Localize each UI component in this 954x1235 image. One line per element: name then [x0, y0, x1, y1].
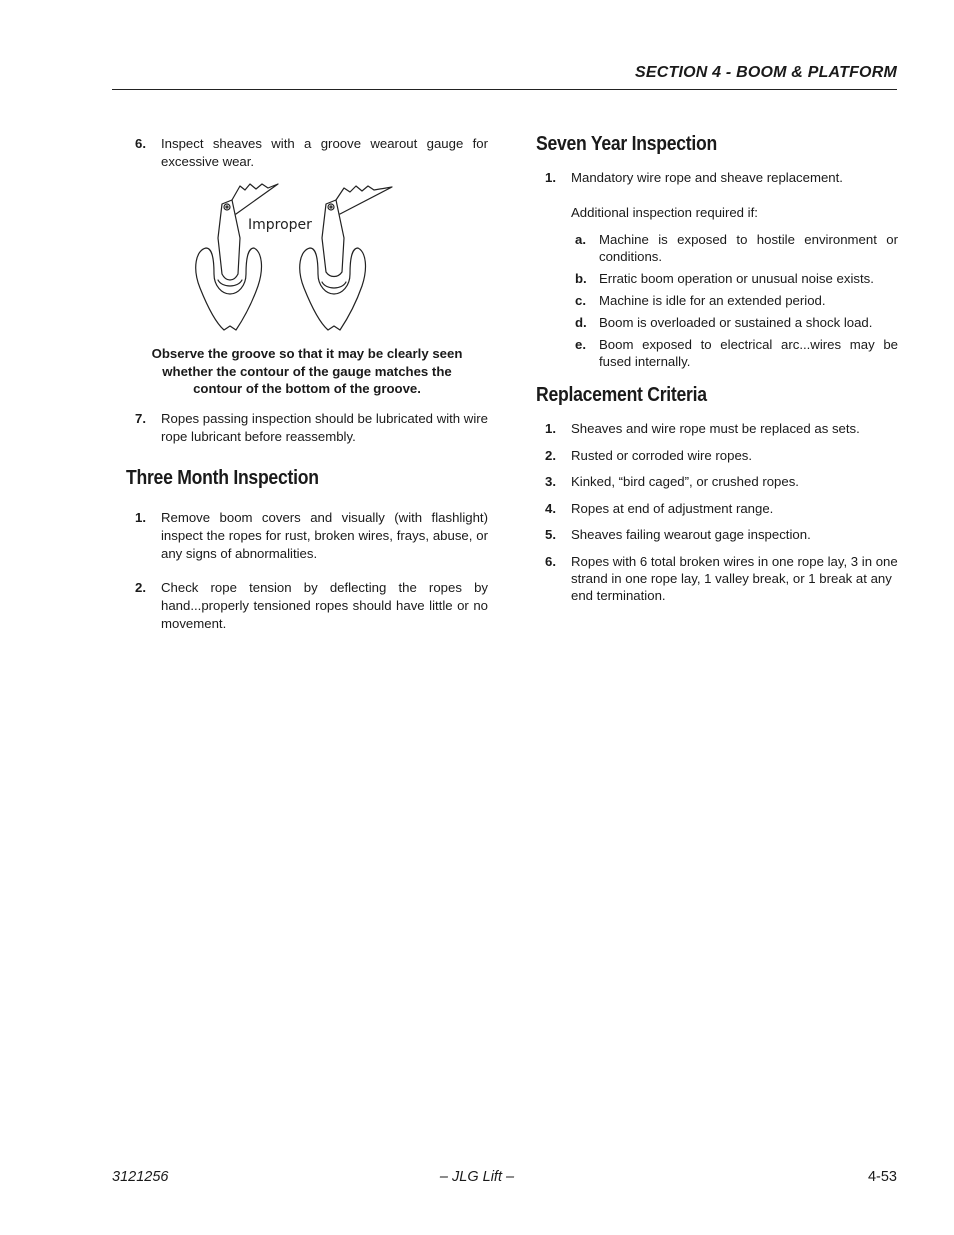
- figure-label-improper: Improper: [248, 217, 312, 233]
- item-number: 4.: [545, 501, 556, 516]
- item-number: 1.: [135, 510, 146, 525]
- heading-replacement-criteria: Replacement Criteria: [536, 384, 707, 406]
- item-text: Ropes with 6 total broken wires in one rope lay, 3 in one strand in one rope lay, 1 valley break, or 1 break at any end termination.: [571, 554, 898, 603]
- subitem-letter: a.: [575, 232, 586, 247]
- item-number: 1.: [545, 170, 556, 185]
- footer-doc-number: 3121256: [112, 1169, 169, 1185]
- seven-year-subitem-d: [575, 314, 898, 331]
- item-number: 1.: [545, 421, 556, 436]
- header-rule: [112, 89, 897, 90]
- footer-page-number: 4-53: [867, 1169, 897, 1185]
- seven-year-item-1: [545, 169, 898, 187]
- subitem-text: Boom exposed to electrical arc...wires may be fused internally.: [599, 337, 898, 369]
- item-number: 2.: [545, 448, 556, 463]
- item-number: 6.: [135, 136, 146, 151]
- additional-inspection-text: Additional inspection required if:: [571, 205, 758, 220]
- subitem-letter: d.: [575, 315, 587, 330]
- caption-line-2: whether the contour of the gauge matches the: [162, 363, 452, 379]
- seven-year-subitem-c: [575, 292, 898, 309]
- item-text: Ropes passing inspection should be lubricated with wire rope lubricant before reassembly.: [161, 411, 488, 444]
- caption-line-3: contour of the bottom of the groove.: [193, 381, 421, 396]
- seven-year-subitem-e: [575, 336, 898, 370]
- subitem-letter: e.: [575, 337, 586, 352]
- three-month-item-2: [135, 579, 488, 633]
- item-text: Remove boom covers and visually (with flashlight) inspect the ropes for rust, broken wires, frays, abuse, or any signs of abnormalities.: [161, 510, 488, 561]
- subitem-letter: b.: [575, 271, 587, 286]
- list-item-7: [135, 410, 488, 446]
- item-number: 7.: [135, 411, 146, 426]
- list-item-6: [135, 135, 488, 171]
- item-number: 3.: [545, 474, 556, 489]
- item-text: Inspect sheaves with a groove wearout gauge for excessive wear.: [161, 136, 488, 169]
- replacement-item-3: [545, 473, 898, 491]
- item-text: Rusted or corroded wire ropes.: [571, 448, 753, 463]
- item-text: Check rope tension by deflecting the ropes by hand...properly tensioned ropes should have little or no movement.: [161, 580, 488, 631]
- heading-three-month-inspection: Three Month Inspection: [126, 467, 319, 489]
- groove-gauge-figure: [188, 178, 398, 338]
- item-number: 6.: [545, 554, 556, 569]
- figure-caption: [120, 345, 494, 398]
- item-text: Ropes at end of adjustment range.: [571, 501, 774, 516]
- seven-year-subitem-a: [575, 231, 898, 265]
- section-header-title: SECTION 4 - BOOM & PLATFORM: [635, 64, 897, 81]
- item-number: 5.: [545, 527, 556, 542]
- subitem-text: Erratic boom operation or unusual noise exists.: [599, 271, 874, 286]
- replacement-item-6: [545, 553, 898, 604]
- three-month-item-1: [135, 509, 488, 563]
- replacement-item-5: [545, 526, 898, 544]
- replacement-item-2: [545, 447, 898, 465]
- subitem-text: Boom is overloaded or sustained a shock load.: [599, 315, 873, 330]
- subitem-text: Machine is exposed to hostile environment or conditions.: [599, 232, 898, 264]
- subitem-text: Machine is idle for an extended period.: [599, 293, 826, 308]
- item-text: Sheaves and wire rope must be replaced as sets.: [571, 421, 860, 436]
- item-text: Kinked, “bird caged”, or crushed ropes.: [571, 474, 799, 489]
- item-text: Sheaves failing wearout gage inspection.: [571, 527, 811, 542]
- heading-seven-year-inspection: Seven Year Inspection: [536, 133, 717, 155]
- item-text: Mandatory wire rope and sheave replacement.: [571, 170, 843, 185]
- replacement-item-4: [545, 500, 898, 518]
- caption-line-1: Observe the groove so that it may be clearly seen: [151, 346, 463, 361]
- item-number: 2.: [135, 580, 146, 595]
- footer-center-text: – JLG Lift –: [439, 1169, 515, 1185]
- seven-year-subitem-b: [575, 270, 898, 287]
- replacement-item-1: [545, 420, 898, 438]
- subitem-letter: c.: [575, 293, 586, 308]
